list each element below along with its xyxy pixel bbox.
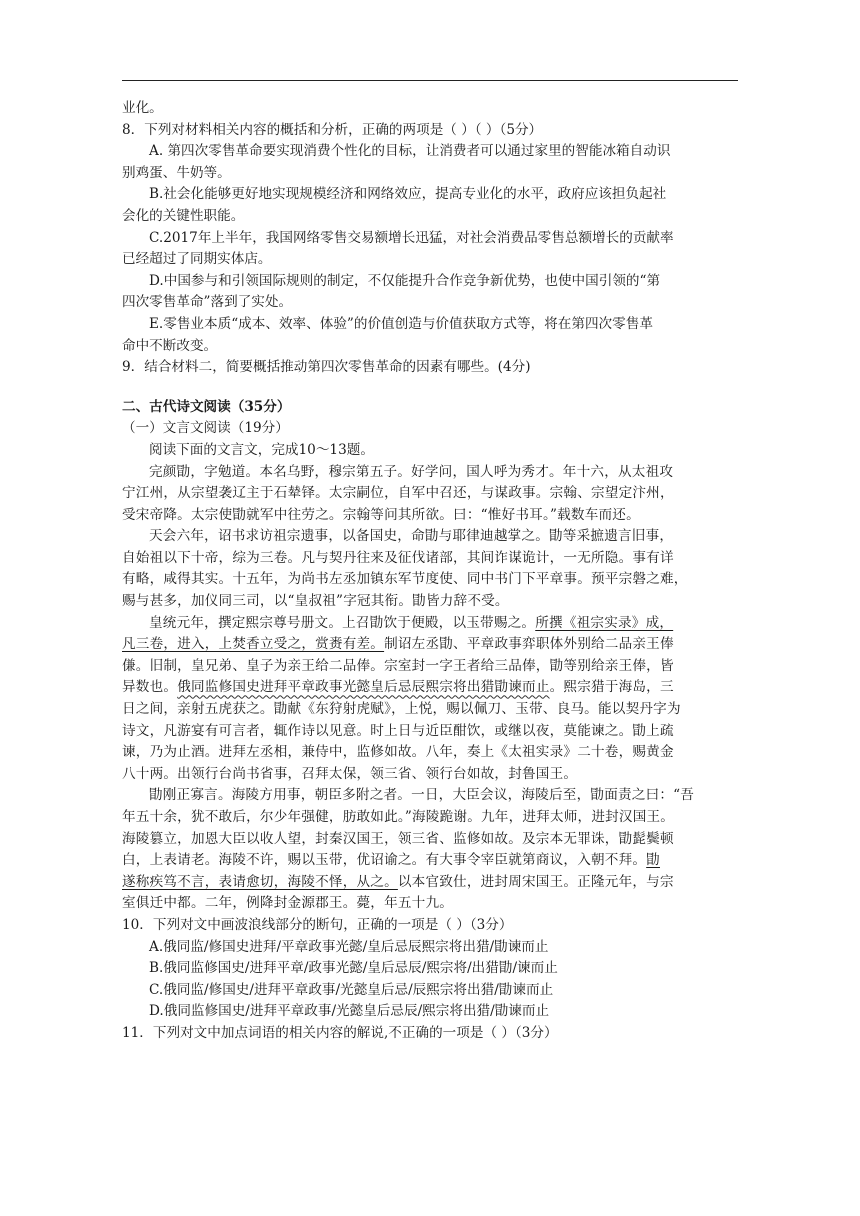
underlined-sentence: 凡三卷，进入，上焚香立受之，赏赉有差。 (122, 636, 385, 653)
passage-text: 制诏左丞勖、平章政事弈职体外别给二品亲王俸 (384, 636, 674, 653)
passage-line (122, 677, 742, 699)
passage-line (122, 872, 742, 894)
passage-line: 日之间，亲射五虎获之。勖献《东狩射虎赋》，上悦，赐以佩刀、玉带、良马。能以契丹字为 (122, 701, 681, 718)
passage-line: 年五十余，犹不敢后，尔少年强健，肪敢如此。”海陵跪谢。九年，进拜太师，进封汉国王。 (122, 809, 675, 825)
option-8c-cont: 已经超过了同期实体店。 (122, 251, 272, 268)
page-content (122, 98, 742, 1045)
option-8d: D.中国参与和引领国际规则的制定，不仅能提升合作竞争新优势，也使中国引领的“第 (149, 272, 661, 289)
option-8a: A. 第四次零售革命要实现消费个性化的目标，让消费者可以通过家里的智能冰箱自动识 (149, 143, 671, 160)
underlined-sentence: 所撰《祖宗实录》成， (535, 614, 674, 631)
passage-text: 以本官致仕，进封周宋国王。正隆元年，与宗 (397, 873, 674, 890)
option-8e: E.零售业本质“成本、效率、体验”的价值创造与价值获取方式等，将在第四次零售革 (149, 315, 653, 332)
underlined-sentence: 遂称疾笃不言，表请愈切，海陵不怿，从之。 (122, 873, 398, 890)
passage-line: 受宋帝降。太宗使勖就军中往劳之。宗翰等问其所欲。曰：“惟好书耳。”载数车而还。 (122, 506, 640, 523)
question-10: 10．下列对文中画波浪线部分的断句，正确的一项是（ ）（3分） (122, 916, 513, 933)
reading-instruction: 阅读下面的文言文，完成10～13题。 (149, 441, 374, 458)
passage-line: 八十两。出领行台尚书省事，召拜太保，领三省、领行台如故，封鲁国王。 (122, 765, 578, 782)
option-8c: C.2017年上半年，我国网络零售交易额增长迅猛，对社会消费品零售总额增长的贡献率 (149, 229, 674, 246)
underlined-sentence: 勖 (646, 852, 660, 869)
option-8d-cont: 四次零售革命”落到了实处。 (122, 294, 293, 311)
section-heading: 二、古代诗文阅读（35分） (122, 398, 291, 415)
question-9: 9．结合材料二，简要概括推动第四次零售革命的因素有哪些。(4分) (122, 359, 531, 376)
subsection-heading: （一）文言文阅读（19分） (122, 420, 289, 437)
option-10c: C.俄同监/修国史/进拜平章政事/光懿皇后忌/辰熙宗将出猎/勖谏而止 (149, 981, 554, 998)
option-8b-cont: 会化的关键性职能。 (122, 207, 245, 224)
passage-line (122, 613, 742, 635)
passage-line (122, 850, 742, 872)
option-10a: A.俄同监/修国史进拜/平章政事光懿/皇后忌辰熙宗将出猎/勖谏而止 (149, 938, 549, 955)
passage-line (122, 634, 742, 656)
passage-line: 天会六年，诏书求访祖宗遗事，以备国史，命勖与耶律迪越掌之。勖等采摭遗言旧事， (149, 528, 674, 545)
passage-text: 异数也。 (122, 679, 178, 696)
passage-line: 谏，乃为止酒。进拜左丞相，兼侍中，监修如故。八年，奏上《太祖实录》二十卷，赐黄金 (122, 744, 674, 761)
passage-line: 室俱迁中都。二年，例降封金源郡王。薨，年五十九。 (122, 895, 454, 912)
option-8a-cont: 别鸡蛋、牛奶等。 (122, 164, 231, 181)
wavy-underlined-segment: 俄同监修国史进拜平章政事光懿皇后忌辰熙宗将出猎勖谏而止 (177, 679, 550, 696)
text-line: 业化。 (122, 100, 163, 116)
passage-line: 有略，咸得其实。十五年，为尚书左丞加镇东军节度使、同中书门下平章事。预平宗磐之难， (122, 571, 688, 588)
question-8: 8．下列对材料相关内容的概括和分析，正确的两项是（ ）（ ）（5分） (122, 121, 543, 138)
passage-line: 自始祖以下十帝，综为三卷。凡与契丹往来及征伐诸部，其间诈谋诡计，一无所隐。事有详 (122, 549, 674, 566)
option-10d: D.俄同监修国史/进拜平章政事/光懿皇后忌辰/熙宗将出猎/勖谏而止 (149, 1003, 550, 1020)
passage-line: 完颜勖，字勉道。本名乌野，穆宗第五子。好学问，国人呼为秀才。年十六，从太祖攻 (149, 463, 674, 480)
header-rule (122, 80, 738, 81)
passage-line: 诗文，凡游宴有可言者，辄作诗以见意。时上日与近臣酣饮，或继以夜，莫能谏之。勖上疏 (122, 722, 674, 739)
option-8b: B.社会化能够更好地实现规模经济和网络效应，提高专业化的水平，政府应该担负起社 (149, 186, 667, 203)
classical-passage (122, 462, 742, 915)
option-10b: B.俄同监修国史/进拜平章/政事光懿/皇后忌辰/熙宗将/出猎勖/谏而止 (149, 960, 558, 977)
option-8e-cont: 命中不断改变。 (122, 337, 218, 354)
passage-line: 勖刚正寡言。海陵方用事，朝臣多附之者。一日，大臣会议，海陵后至，勖面责之曰：“吾 (149, 787, 695, 804)
question-11: 11．下列对文中加点词语的相关内容的解说,不正确的一项是（ ）（3分） (122, 1024, 558, 1041)
passage-text: 。熙宗猎于海岛，三 (549, 679, 674, 696)
passage-line: 海陵篡立，加恩大臣以收人望，封秦汉国王，领三省、监修如故。及宗本无罪诛，勖髭鬓顿 (122, 830, 674, 847)
passage-line: 赐与甚多，加仪同三司，以“皇叔祖”字冠其衔。勖皆力辞不受。 (122, 593, 509, 610)
passage-line: 宁江州，从宗望袭辽主于石辇铎。太宗嗣位，自军中召还，与谋政事。宗翰、宗望定汴州， (122, 485, 674, 502)
passage-text: 皇统元年，撰定熙宗尊号册文。上召勖饮于便殿，以玉带赐之。 (149, 614, 536, 631)
passage-line: 傔。旧制，皇兄弟、皇子为亲王给二品俸。宗室封一字王者给三品俸，勖等别给亲王俸，皆 (122, 657, 674, 674)
passage-text: 白，上表请老。海陵不许，赐以玉带，优诏谕之。有大事令宰臣就第商议，入朝不拜。 (122, 852, 647, 869)
